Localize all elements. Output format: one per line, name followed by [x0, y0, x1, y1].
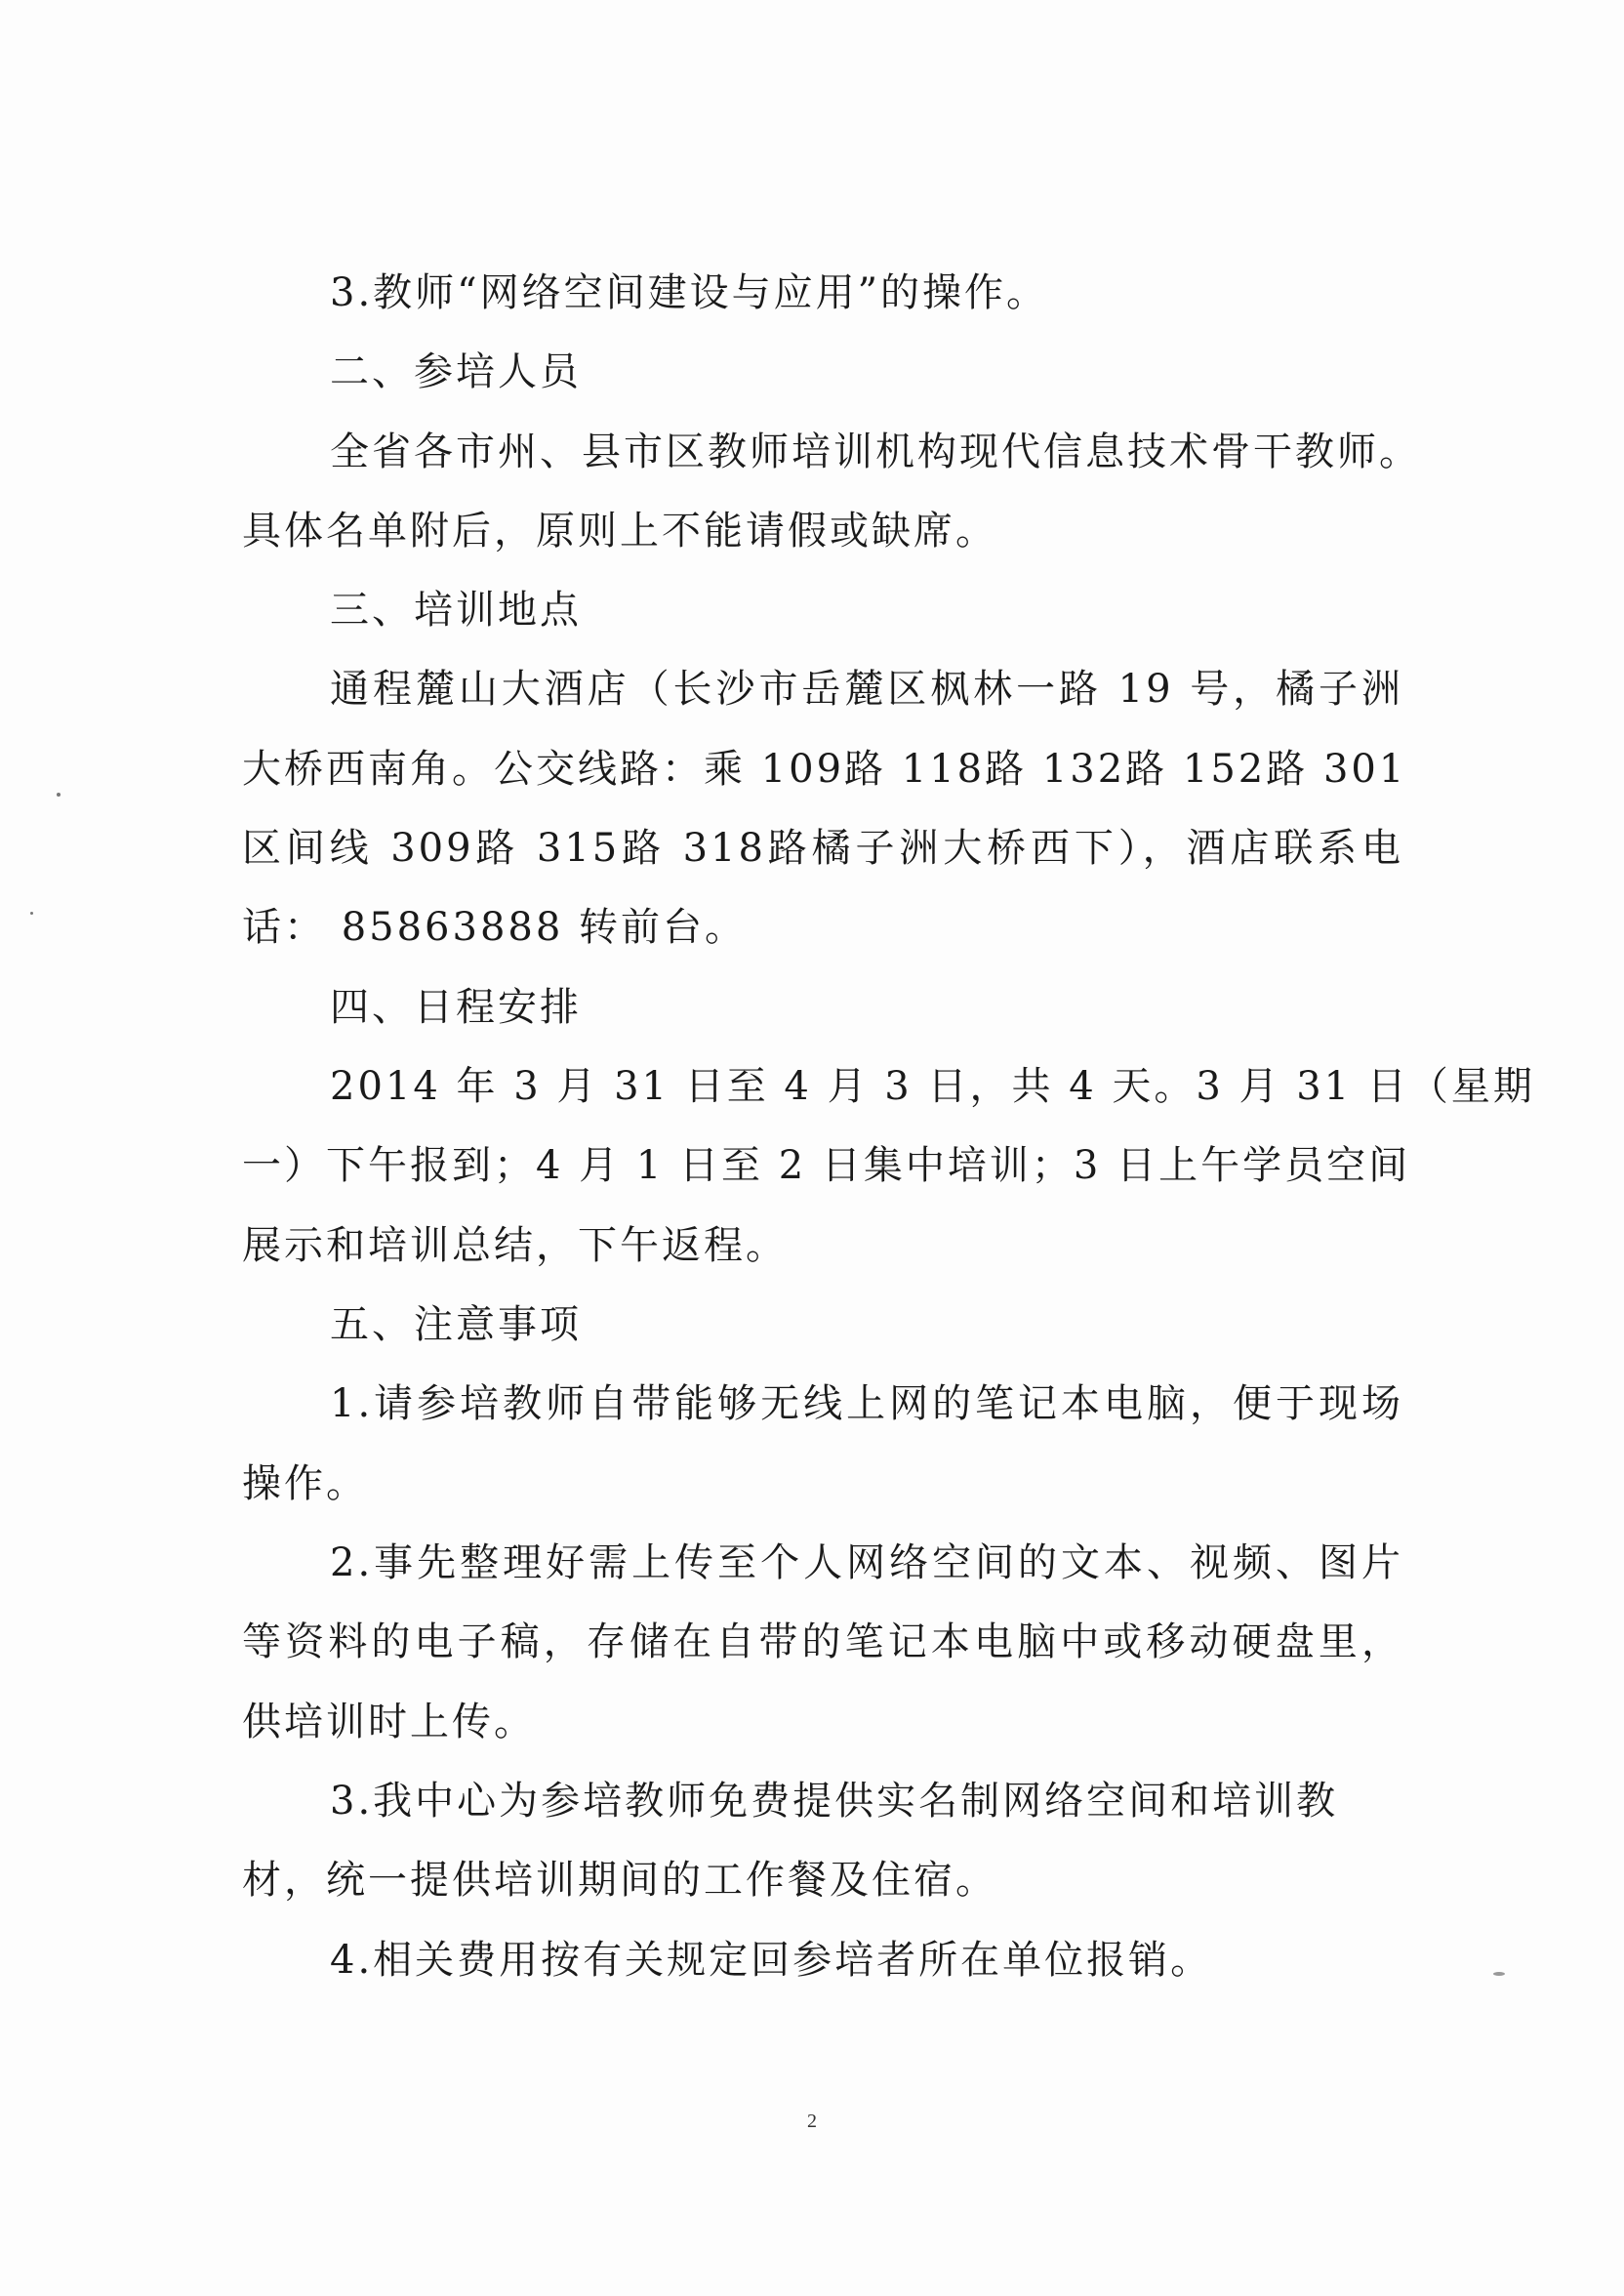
heading-location: 三、培训地点 [330, 588, 582, 633]
note-2-line-3: 供培训时上传。 [242, 1700, 536, 1744]
heading-notes: 五、注意事项 [330, 1302, 582, 1347]
scan-speck [30, 912, 33, 915]
scan-speck [1493, 1972, 1505, 1976]
scan-speck [57, 793, 61, 797]
schedule-line-2: 一）下午报到；4 月 1 日至 2 日集中培训；3 日上午学员空间 [242, 1143, 1411, 1188]
participants-line-2: 具体名单附后，原则上不能请假或缺席。 [242, 509, 997, 554]
note-3-line-1: 3.我中心为参培教师免费提供实名制网络空间和培训教 [330, 1779, 1339, 1824]
note-3-line-2: 材，统一提供培训期间的工作餐及住宿。 [242, 1858, 997, 1903]
note-1-line-2: 操作。 [242, 1461, 368, 1506]
schedule-line-1: 2014 年 3 月 31 日至 4 月 3 日，共 4 天。3 月 31 日（星期 [330, 1064, 1535, 1109]
note-2-line-1: 2.事先整理好需上传至个人网络空间的文本、视频、图片 [330, 1540, 1403, 1585]
location-line-2: 大桥西南角。公交线路：乘 109路 118路 132路 152路 301 [242, 747, 1407, 792]
page-number: 2 [807, 2111, 817, 2132]
note-2-line-2: 等资料的电子稿，存储在自带的笔记本电脑中或移动硬盘里， [242, 1620, 1403, 1664]
location-line-4: 话： 85863888 转前台。 [242, 905, 748, 950]
note-1-line-1: 1.请参培教师自带能够无线上网的笔记本电脑，便于现场 [330, 1381, 1403, 1426]
heading-participants: 二、参培人员 [330, 349, 582, 394]
location-line-3: 区间线 309路 315路 318路橘子洲大桥西下），酒店联系电 [242, 826, 1403, 871]
participants-line-1: 全省各市州、县市区教师培训机构现代信息技术骨干教师。 [330, 430, 1421, 474]
heading-schedule: 四、日程安排 [330, 985, 582, 1030]
item-3-network-space: 3.教师“网络空间建设与应用”的操作。 [330, 270, 1049, 315]
schedule-line-3: 展示和培训总结，下午返程。 [242, 1223, 788, 1268]
location-line-1: 通程麓山大酒店（长沙市岳麓区枫林一路 19 号，橘子洲 [330, 667, 1403, 712]
note-4-line-1: 4.相关费用按有关规定回参培者所在单位报销。 [330, 1938, 1213, 1983]
